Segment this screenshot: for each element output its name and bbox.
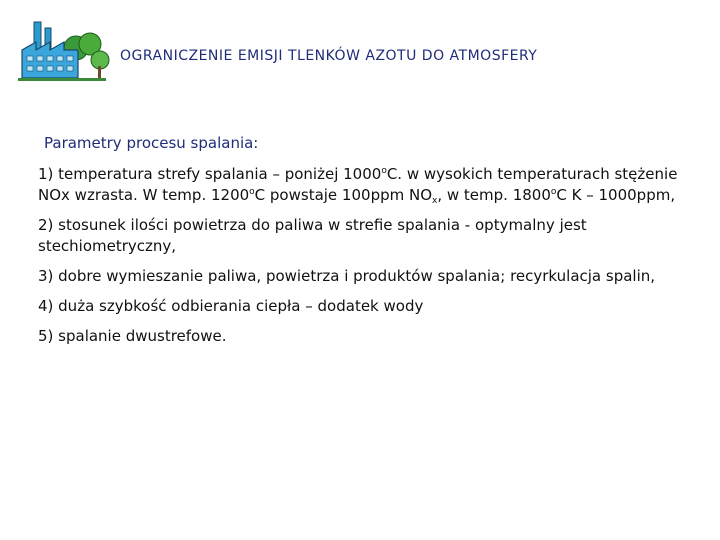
list-item-5: 5) spalanie dwustrefowe. — [38, 327, 227, 345]
section-subtitle: Parametry procesu spalania: — [44, 134, 259, 152]
item1-text-5: C K – 1000ppm, — [556, 186, 676, 204]
factory-trees-icon — [14, 14, 110, 84]
item1-text-4: , w temp. 1800 — [437, 186, 551, 204]
list-item-4: 4) duża szybkość odbierania ciepła – dodatek wody — [38, 297, 424, 315]
item1-text-1: 1) temperatura strefy spalania – poniżej 1000 — [38, 165, 382, 183]
item1-text-3: C powstaje 100ppm NO — [254, 186, 433, 204]
degree-superscript: o — [381, 166, 387, 176]
list-item-1 — [38, 164, 698, 206]
degree-superscript: o — [249, 187, 255, 197]
list-item-3: 3) dobre wymieszanie paliwa, powietrza i produktów spalania; recyrkulacja spalin, — [38, 267, 656, 285]
item1-text-2: C. w wysokich temperaturach stężenie NOx wzrasta. W temp. 1200 — [38, 165, 678, 204]
degree-superscript: o — [550, 187, 557, 197]
parameter-list — [38, 164, 698, 356]
page-title: OGRANICZENIE EMISJI TLENKÓW AZOTU DO ATMOSFERY — [120, 48, 538, 64]
list-item-2: 2) stosunek ilości powietrza do paliwa w strefie spalania - optymalny jest stechiometryczny, — [38, 216, 587, 255]
nox-subscript: x — [432, 196, 438, 206]
